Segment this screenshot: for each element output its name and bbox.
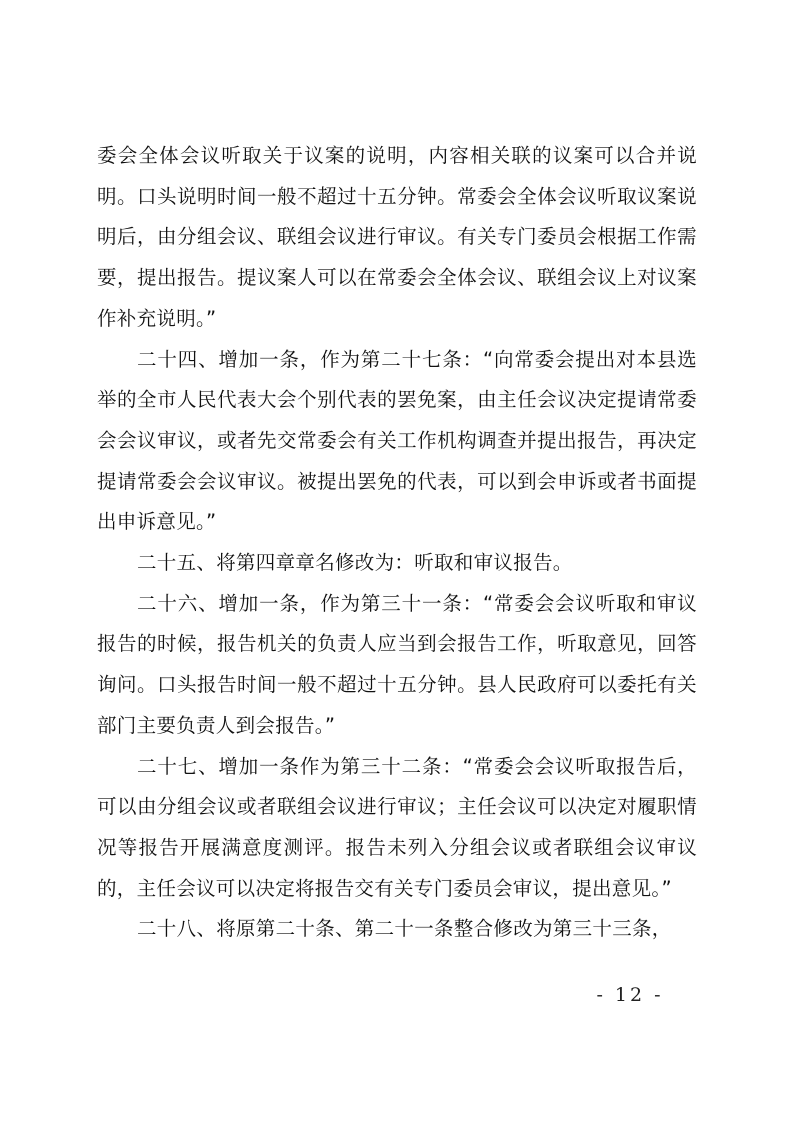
document-body — [97, 136, 697, 950]
paragraph-item-28: 二十八、将原第二十条、第二十一条整合修改为第三十三条， — [137, 917, 672, 941]
paragraph-item-26: 二十六、增加一条，作为第三十一条：“常委会会议听取和审议报告的时候，报告机关的负责人应当到会报告工作，听取意见，回答询问。口头报告时间一般不超过十五分钟。县人民政府可以委托有关部门主要负责人到会报告。” — [97, 591, 697, 737]
page-number: - 12 - — [596, 984, 664, 1006]
paragraph-item-24: 二十四、增加一条，作为第二十七条：“向常委会提出对本县选举的全市人民代表大会个别代表的罢免案，由主任会议决定提请常委会会议审议，或者先交常委会有关工作机构调查并提出报告，再决定提请常委会会议审议。被提出罢免的代表，可以到会申诉或者书面提出申诉意见。” — [97, 347, 697, 534]
paragraph-continued: 委会全体会议听取关于议案的说明，内容相关联的议案可以合并说明。口头说明时间一般不超过十五分钟。常委会全体会议听取议案说明后，由分组会议、联组会议进行审议。有关专门委员会根据工作需要，提出报告。提议案人可以在常委会全体会议、联组会议上对议案作补充说明。” — [97, 144, 697, 330]
paragraph-item-27: 二十七、增加一条作为第三十二条：“常委会会议听取报告后，可以由分组会议或者联组会议进行审议；主任会议可以决定对履职情况等报告开展满意度测评。报告未列入分组会议或者联组会议审议的，主任会议可以决定将报告交有关专门委员会审议，提出意见。” — [97, 754, 697, 900]
paragraph-item-25: 二十五、将第四章章名修改为：听取和审议报告。 — [137, 551, 573, 575]
